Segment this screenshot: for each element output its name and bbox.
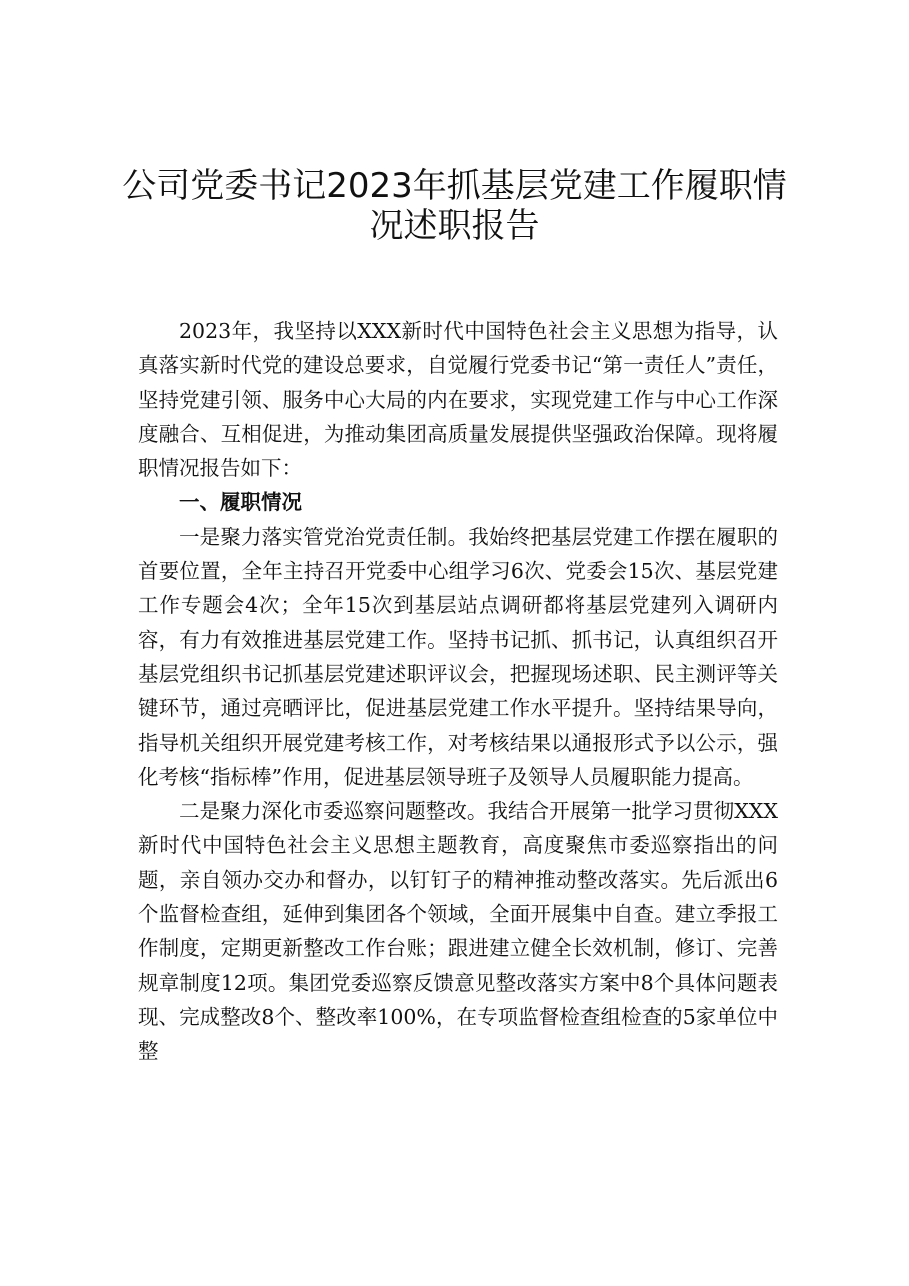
section-heading: 一、履职情况 [179, 490, 302, 515]
paragraph-responsibility: 一是聚力落实管党治党责任制。我始终把基层党建工作摆在履职的首要位置，全年主持召开党委中心组学习6次、党委会15次、基层党建工作专题会4次；全年15次到基层站点调研都将基层党建列入调研内容，有力有效推进基层党建工作。坚持书记抓、抓书记，认真组织召开基层党组织书记抓基层党建述职评议会，把握现场述职、民主测评等关键环节，通过亮晒评比，促进基层党建工作水平提升。坚持结果导向，指导机关组织开展党建考核工作，对考核结果以通报形式予以公示，强化考核“指标棒”作用，促进基层领导班子及领导人员履职能力提高。 [138, 524, 778, 789]
paragraph-rectification: 二是聚力深化市委巡察问题整改。我结合开展第一批学习贯彻XXX新时代中国特色社会主义思想主题教育，高度聚焦市委巡察指出的问题，亲自领办交办和督办，以钉钉子的精神推动整改落实。先后派出6个监督检查组，延伸到集团各个领域，全面开展集中自查。建立季报工作制度，定期更新整改工作台账；跟进建立健全长效机制，修订、完善规章制度12项。集团党委巡察反馈意见整改落实方案中8个具体问题表现、完成整改8个、整改率100%，在专项监督检查组检查的5家单位中整 [138, 799, 778, 1064]
intro-paragraph: 2023年，我坚持以XXX新时代中国特色社会主义思想为指导，认真落实新时代党的建设总要求，自觉履行党委书记“第一责任人”责任，坚持党建引领、服务中心大局的内在要求，实现党建工作与中心工作深度融合、互相促进，为推动集团高质量发展提供坚强政治保障。现将履职情况报告如下： [138, 319, 778, 481]
document-body [138, 314, 778, 1069]
document-title-line-2: 况述职报告 [369, 206, 540, 246]
document-title-line-1: 公司党委书记2023年抓基层党建工作履职情 [122, 166, 787, 206]
